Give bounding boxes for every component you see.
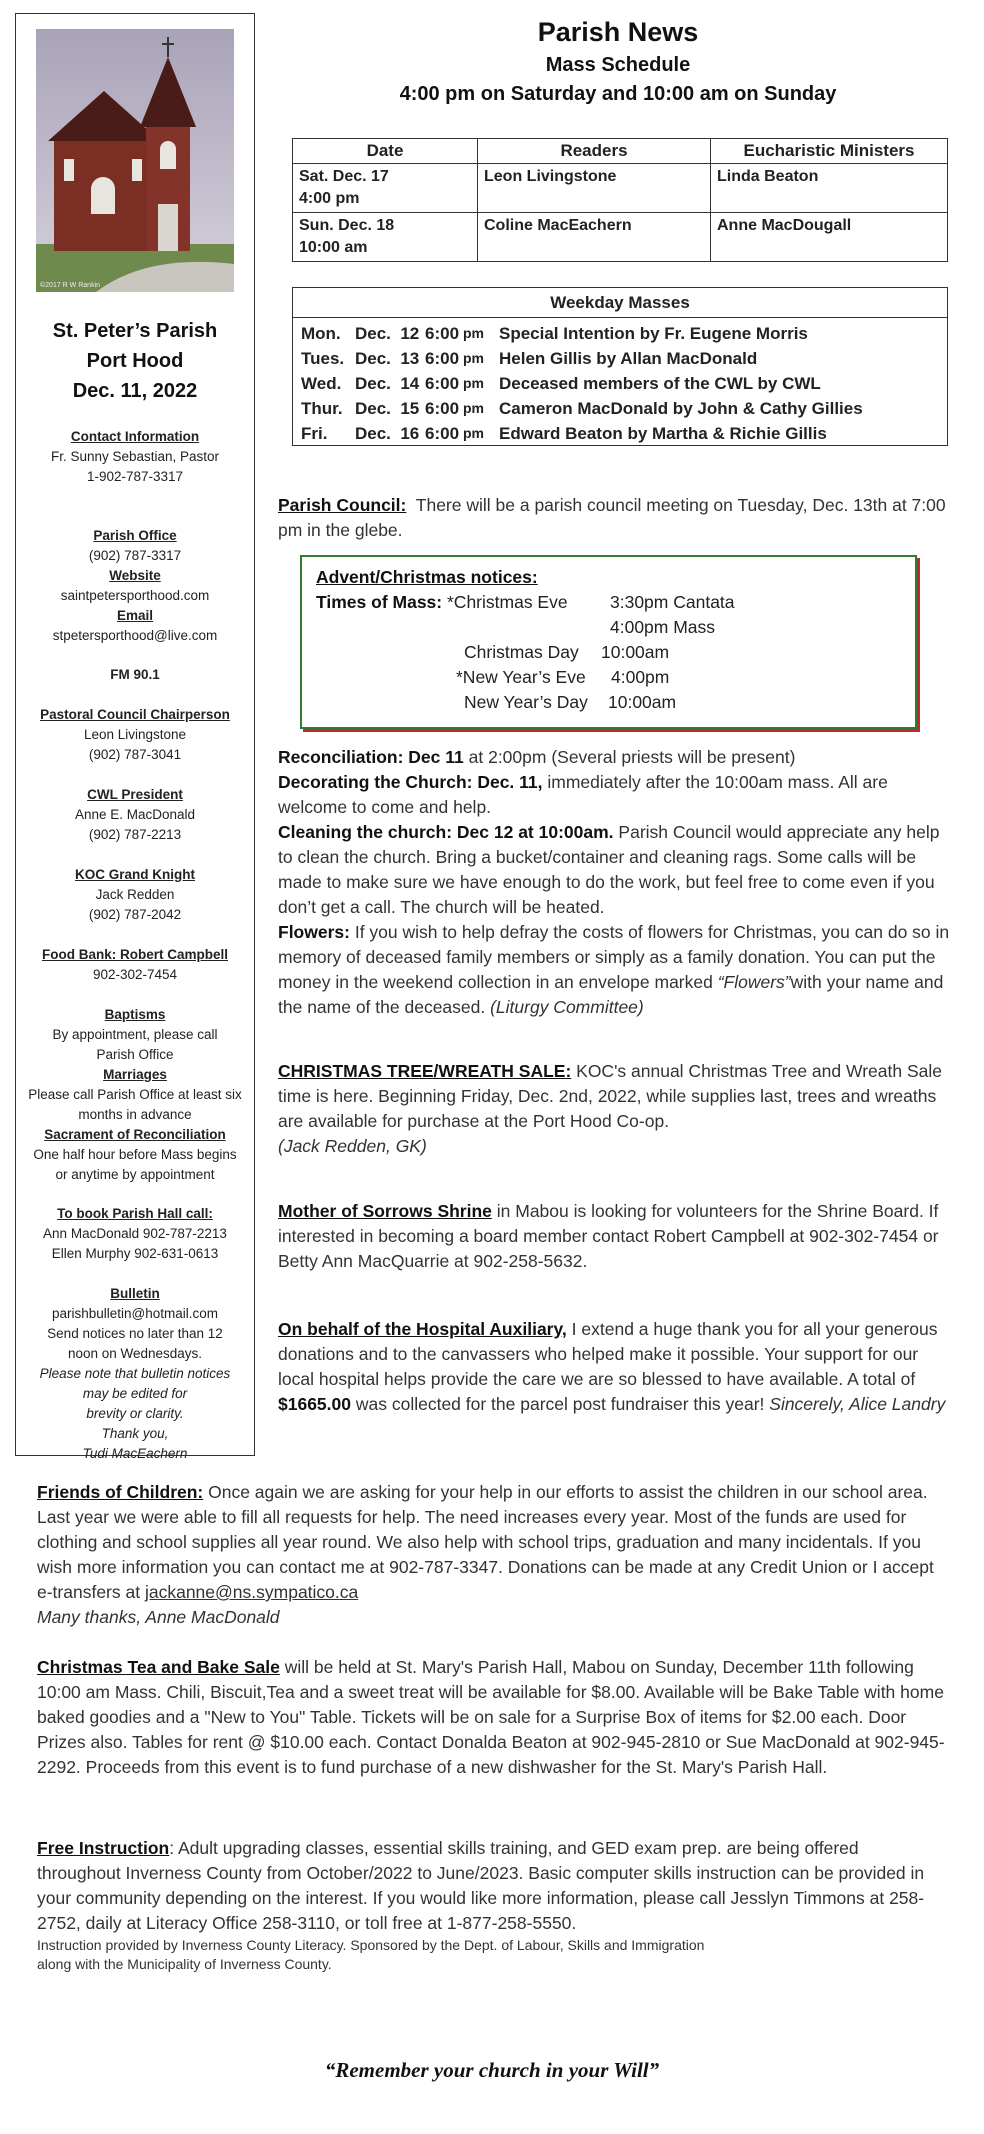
ny-eve-time: 4:00pm [611, 667, 670, 687]
weekday-time: 6:00 [425, 374, 460, 393]
bulletin-line-2: Send notices no later than 12 [47, 1326, 223, 1341]
council-heading: Pastoral Council Chairperson [40, 707, 230, 722]
weekday-intent: Special Intention by Fr. Eugene Morris [499, 324, 808, 343]
bulletin-info [16, 1284, 254, 1464]
decorating-text: immediately after the 10:00am mass. All are welcome to come and help. [278, 772, 888, 817]
marriages-heading: Marriages [103, 1067, 167, 1082]
baptisms-line-1: By appointment, please call [52, 1027, 218, 1042]
ny-day-time: 10:00am [608, 692, 677, 712]
bulletin-note-4: Thank you, [101, 1426, 169, 1441]
col-ministers: Eucharistic Ministers [711, 139, 948, 164]
weekday-date: Dec. 16 [355, 424, 420, 443]
food-bank [16, 945, 254, 985]
bulletin-line-3: noon on Wednesdays. [67, 1346, 203, 1361]
friends-heading: Friends of Children: [37, 1482, 204, 1502]
bulletin-note-5: Tudi MacEachern [82, 1446, 188, 1461]
weekday-ampm: pm [463, 350, 484, 366]
weekday-heading: Weekday Masses [293, 288, 947, 318]
weekday-row [293, 371, 947, 396]
advent-notices-box [300, 555, 917, 729]
foodbank-heading: Food Bank: Robert Campbell [41, 947, 228, 962]
flowers-text: If you wish to help defray the costs of flowers for Christmas, you can do so in memory of deceased family members or simply as a family donation. You can put the money in the weekend collection in an envelope marked [278, 922, 950, 992]
schedule-table [292, 138, 948, 262]
date-line: Sun. Dec. 18 [299, 217, 395, 234]
weekday-intent: Deceased members of the CWL by CWL [499, 374, 821, 393]
times-label: Times of Mass: [316, 592, 443, 612]
radio-station: FM 90.1 [110, 667, 160, 682]
koc-heading: KOC Grand Knight [75, 867, 195, 882]
decorating-notice [278, 770, 950, 820]
row-date [293, 213, 478, 262]
xmas-eve-cantata: 3:30pm Cantata [610, 592, 735, 612]
weekday-date: Dec. 14 [355, 374, 420, 393]
cwl-president [16, 785, 254, 845]
bulletin-note-1: Please note that bulletin notices [39, 1366, 231, 1381]
council-name: Leon Livingstone [83, 727, 187, 742]
weekday-row [293, 321, 947, 346]
marriages-line-2: months in advance [78, 1107, 192, 1122]
weekday-intent: Cameron MacDonald by John & Cathy Gillies [499, 399, 863, 418]
reconciliation-label: Reconciliation: Dec 11 [278, 747, 464, 767]
col-readers: Readers [478, 139, 711, 164]
instruction-notice [37, 1836, 947, 1974]
tree-sale-credit: (Jack Redden, GK) [278, 1136, 427, 1156]
page-title: Parish News [537, 17, 699, 47]
weekday-row [293, 421, 947, 446]
xmas-eve-label: *Christmas Eve [447, 592, 568, 612]
friends-signoff: Many thanks, Anne MacDonald [37, 1607, 280, 1627]
hospital-text-2: was collected for the parcel post fundraiser this year! [351, 1394, 770, 1414]
friends-notice [37, 1480, 947, 1630]
table-row [293, 213, 948, 262]
shrine-notice [278, 1199, 950, 1274]
xmas-day-label: Christmas Day [464, 642, 579, 662]
instruction-sponsor-2: along with the Municipality of Inverness County. [37, 1956, 332, 1972]
mass-schedule-heading: Mass Schedule [545, 54, 691, 76]
weekday-time: 6:00 [425, 324, 460, 343]
bulletin-heading: Bulletin [110, 1286, 160, 1301]
hospital-amount: $1665.00 [278, 1394, 351, 1414]
sidebar [15, 13, 255, 1461]
shrine-heading: Mother of Sorrows Shrine [278, 1201, 492, 1221]
ny-eve-label: *New Year’s Eve [456, 667, 586, 687]
xmas-day-time: 10:00am [601, 642, 670, 662]
weekday-intent: Helen Gillis by Allan MacDonald [499, 349, 758, 368]
hall-heading: To book Parish Hall call: [57, 1206, 213, 1221]
weekday-row [293, 346, 947, 371]
hall-contact-2: Ellen Murphy 902-631-0613 [51, 1246, 219, 1261]
pastor-name: Fr. Sunny Sebastian, Pastor [50, 449, 220, 464]
weekday-ampm: pm [463, 400, 484, 416]
baptisms-line-2: Parish Office [96, 1047, 174, 1062]
instruction-heading: Free Instruction [37, 1838, 170, 1858]
tree-sale-heading: CHRISTMAS TREE/WREATH SALE: [278, 1061, 572, 1081]
tea-heading: Christmas Tea and Bake Sale [37, 1657, 280, 1677]
parish-location: Port Hood [86, 350, 184, 372]
weekday-date: Dec. 12 [355, 324, 420, 343]
weekday-day: Wed. [301, 374, 342, 393]
instruction-text: : Adult upgrading classes, essential skills training, and GED exam prep. are being offered throughout Inverness County from October/2022 to June/2023. Basic computer skills instruction can be provided in your community depending on the interest. If you would like more information, please call Jesslyn Timmons at 258-2752, daily at Literacy Office 258-3110, or toll free at 1-877-258-5550. [37, 1838, 925, 1933]
koc-name: Jack Redden [95, 887, 175, 902]
time-line: 10:00 am [299, 239, 368, 256]
weekday-time: 6:00 [425, 424, 460, 443]
cwl-name: Anne E. MacDonald [74, 807, 196, 822]
tree-sale-text: KOC's annual Christmas Tree and Wreath Sale time is here. Beginning Friday, Dec. 2nd, 2022, while supplies last, trees and wreaths are available for purchase at the Port Hood Co-op. [278, 1061, 942, 1131]
friends-text: Once again we are asking for your help in our efforts to assist the children in our school area. Last year we were able to fill all requests for help. The need increases every year. Most of the funds are used for clothing and school supplies all year round. We also help with school trips, graduation and many incidentals. If you wish more information you can contact me at 902-787-3347. Donations can be made at any Credit Union or I accept e-transfers at [37, 1482, 934, 1602]
weekday-masses [292, 287, 948, 446]
advent-heading: Advent/Christmas notices: [316, 567, 538, 587]
church-notices [278, 745, 950, 1020]
flowers-credit: (Liturgy Committee) [490, 997, 644, 1017]
weekday-date: Dec. 15 [355, 399, 420, 418]
weekday-day: Mon. [301, 324, 341, 343]
ny-day-label: New Year’s Day [464, 692, 588, 712]
email-link[interactable]: stpetersporthood@live.com [52, 628, 218, 643]
instruction-sponsor-1: Instruction provided by Inverness County Literacy. Sponsored by the Dept. of Labour, Skills and Immigration [37, 1937, 705, 1953]
church-image [36, 29, 234, 292]
weekday-time: 6:00 [425, 349, 460, 368]
bulletin-email[interactable]: parishbulletin@hotmail.com [51, 1306, 219, 1321]
parish-title [16, 316, 254, 406]
parish-name: St. Peter’s Parish [52, 320, 218, 342]
weekday-day: Fri. [301, 424, 328, 443]
tree-sale-notice [278, 1059, 950, 1159]
website-link[interactable]: saintpetersporthood.com [60, 588, 210, 603]
church-photo [36, 29, 234, 292]
reconciliation-heading: Sacrament of Reconciliation [44, 1127, 226, 1142]
xmas-eve-mass: 4:00pm Mass [610, 617, 716, 637]
email-heading: Email [116, 608, 154, 623]
council-text: There will be a parish council meeting on Tuesday, Dec. 13th at 7:00 pm in the glebe. [278, 495, 946, 540]
reconciliation-line-2: or anytime by appointment [55, 1167, 215, 1182]
cleaning-label: Cleaning the church: Dec 12 at 10:00am. [278, 822, 614, 842]
office-heading: Parish Office [93, 528, 177, 543]
contact-info [16, 427, 254, 487]
weekday-time: 6:00 [425, 399, 460, 418]
contact-heading: Contact Information [70, 429, 200, 444]
cleaning-text: Parish Council would appreciate any help to clean the church. Bring a bucket/container and cleaning rags. Some calls will be made to make sure we have enough to do the work, but feel free to come even if you don’t get a call. The church will be heated. [278, 822, 940, 917]
tea-notice [37, 1655, 947, 1780]
row-minister: Linda Beaton [711, 164, 948, 213]
row-reader: Leon Livingstone [478, 164, 711, 213]
cwl-phone: (902) 787-2213 [88, 827, 182, 842]
council-phone: (902) 787-3041 [88, 747, 182, 762]
bulletin-date: Dec. 11, 2022 [72, 380, 198, 402]
reconciliation-text: at 2:00pm (Several priests will be present) [463, 747, 796, 767]
parish-hall [16, 1204, 254, 1264]
website-heading: Website [109, 568, 161, 583]
reconciliation-notice [278, 745, 950, 770]
pastor-phone: 1-902-787-3317 [86, 469, 184, 484]
date-line: Sat. Dec. 17 [299, 168, 389, 185]
bulletin-note-2: may be edited for [82, 1386, 188, 1401]
weekday-day: Tues. [301, 349, 345, 368]
hospital-text: I extend a huge thank you for all your generous donations and to the canvassers who helped make it possible. Your support for our local hospital helps provide the care we are so blessed to have available. A total of [278, 1319, 938, 1389]
weekday-intent: Edward Beaton by Martha & Richie Gillis [499, 424, 827, 443]
cleaning-notice [278, 820, 950, 920]
svg-text:©2017 R W Rankin: ©2017 R W Rankin [40, 282, 101, 289]
marriages-line-1: Please call Parish Office at least six [28, 1087, 242, 1102]
hospital-signoff: Sincerely, Alice Landry [769, 1394, 946, 1414]
hall-contact-1: Ann MacDonald 902-787-2213 [43, 1226, 227, 1241]
reconciliation-line-1: One half hour before Mass begins [33, 1147, 237, 1162]
shrine-text: in Mabou is looking for volunteers for the Shrine Board. If interested in becoming a board member contact Robert Campbell at 902-302-7454 or Betty Ann MacQuarrie at 902-258-5632. [278, 1201, 939, 1271]
row-minister: Anne MacDougall [711, 213, 948, 262]
flowers-text-2: with your name and the name of the deceased. [278, 972, 944, 1017]
decorating-label: Decorating the Church: Dec. 11, [278, 772, 543, 792]
parish-office [16, 526, 254, 646]
council-heading: Parish Council: [278, 495, 407, 515]
cwl-heading: CWL President [87, 787, 183, 802]
flowers-notice [278, 920, 950, 1020]
weekday-day: Thur. [301, 399, 343, 418]
council-chair [16, 705, 254, 765]
row-reader: Coline MacEachern [478, 213, 711, 262]
koc-phone: (902) 787-2042 [88, 907, 182, 922]
col-date: Date [293, 139, 478, 164]
friends-email-link[interactable]: jackanne@ns.sympatico.ca [144, 1582, 359, 1602]
table-row [293, 164, 948, 213]
weekday-row [293, 396, 947, 421]
footer-quote: “Remember your church in your Will” [324, 2058, 660, 2082]
sacraments [16, 1005, 254, 1185]
weekday-date: Dec. 13 [355, 349, 420, 368]
baptisms-heading: Baptisms [104, 1007, 166, 1022]
weekday-ampm: pm [463, 375, 484, 391]
hospital-heading: On behalf of the Hospital Auxiliary, [278, 1319, 567, 1339]
row-date [293, 164, 478, 213]
flowers-label: Flowers: [278, 922, 350, 942]
mass-times: 4:00 pm on Saturday and 10:00 am on Sunday [399, 83, 837, 105]
parish-council-notice [278, 493, 950, 543]
weekday-ampm: pm [463, 425, 484, 441]
weekday-ampm: pm [463, 325, 484, 341]
hospital-notice [278, 1317, 950, 1417]
koc-knight [16, 865, 254, 925]
flowers-quote: “Flowers” [717, 972, 791, 992]
bulletin-note-3: brevity or clarity. [86, 1406, 184, 1421]
tea-text: will be held at St. Mary's Parish Hall, Mabou on Sunday, December 11th following 10:00 am Mass. Chili, Biscuit,Tea and a sweet treat will be available for $8.00. Available will be Bake Table with home baked goodies and a "New to You" Table. Tickets will be on sale for a Surprise Box of items for $2.00 each. Door Prizes also. Tables for rent @ $10.00 each. Contact Donalda Beaton at 902-945-2810 or Sue MacDonald at 902-945-2292. Proceeds from this event is to fund purchase of a new dishwasher for the St. Mary's Parish Hall. [37, 1657, 945, 1777]
office-phone: (902) 787-3317 [88, 548, 182, 563]
foodbank-phone: 902-302-7454 [92, 967, 178, 982]
time-line: 4:00 pm [299, 190, 360, 207]
